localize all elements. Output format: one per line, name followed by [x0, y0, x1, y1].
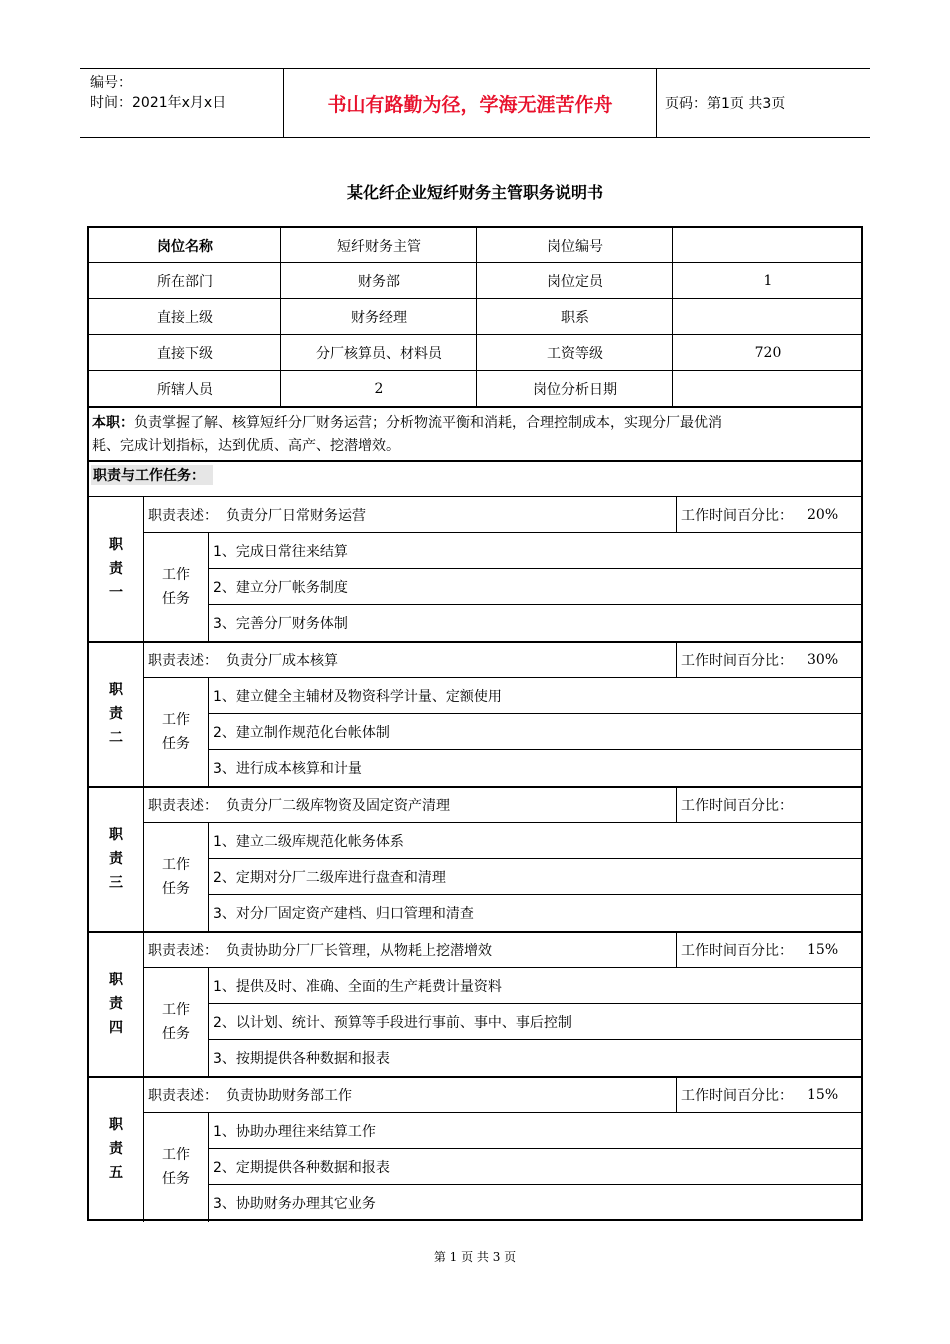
- responsibility-index: 职 责 三: [109, 827, 123, 891]
- duty-text-line1: 负责掌握了解、核算短纤分厂财务运营；分析物流平衡和消耗，合理控制成本，实现分厂最优消: [134, 415, 722, 431]
- task-item: 3、按期提供各种数据和报表: [213, 1051, 390, 1067]
- task-label: 工作 任务: [162, 857, 190, 897]
- task-label: 工作 任务: [162, 567, 190, 607]
- value-department: 财务部: [358, 274, 400, 290]
- time-percentage: 工作时间百分比： 20%: [681, 507, 839, 524]
- responsibility-index: 职 责 一: [109, 537, 123, 601]
- task-item: 2、以计划、统计、预算等手段进行事前、事中、事后控制: [213, 1015, 572, 1031]
- label-headcount: 岗位定员: [547, 274, 603, 290]
- task-label: 工作 任务: [162, 1002, 190, 1042]
- task-item: 1、建立二级库规范化帐务体系: [213, 834, 404, 850]
- responsibility-description: 职责表述： 负责协助分厂厂长管理，从物耗上挖潜增效: [148, 943, 492, 959]
- duty-label: 本职：: [92, 415, 134, 431]
- responsibility-description: 职责表述： 负责协助财务部工作: [148, 1088, 352, 1104]
- task-label: 工作 任务: [162, 1147, 190, 1187]
- value-job-family: [673, 299, 863, 335]
- document-title: 某化纤企业短纤财务主管职务说明书: [346, 183, 603, 202]
- responsibility-index: 职 责 四: [109, 972, 123, 1036]
- value-headcount: 1: [763, 273, 773, 289]
- task-item: 2、建立制作规范化台帐体制: [213, 725, 390, 741]
- number-label: 编号：: [90, 75, 132, 91]
- task-item: 3、进行成本核算和计量: [213, 761, 362, 777]
- value-subordinates: 分厂核算员、材料员: [316, 346, 442, 362]
- task-item: 3、协助财务办理其它业务: [213, 1196, 376, 1212]
- task-item: 2、建立分厂帐务制度: [213, 580, 348, 596]
- duty-text-line2: 耗、完成计划指标，达到优质、高产、挖潜增效。: [92, 438, 400, 454]
- label-subordinates: 直接下级: [157, 346, 213, 362]
- time-percentage: 工作时间百分比： 15%: [681, 1087, 839, 1104]
- task-label: 工作 任务: [162, 712, 190, 752]
- responsibility-description: 职责表述： 负责分厂二级库物资及固定资产清理: [148, 798, 450, 814]
- responsibility-description: 职责表述： 负责分厂日常财务运营: [148, 508, 366, 524]
- task-item: 1、完成日常往来结算: [213, 544, 348, 560]
- time-percentage: 工作时间百分比：: [681, 798, 793, 814]
- value-staff-count: 2: [374, 381, 384, 397]
- label-position-code: 岗位编号: [547, 238, 603, 255]
- label-position-name: 岗位名称: [157, 238, 213, 255]
- label-job-family: 职系: [561, 310, 589, 326]
- time-percentage: 工作时间百分比： 15%: [681, 942, 839, 959]
- header-motto: 书山有路勤为径，学海无涯苦作舟: [283, 69, 657, 137]
- responsibility-index: 职 责 五: [109, 1117, 123, 1181]
- label-salary-grade: 工资等级: [547, 346, 603, 362]
- value-salary-grade: 720: [754, 345, 782, 361]
- duty-summary: [92, 412, 860, 458]
- task-item: 1、协助办理往来结算工作: [213, 1124, 376, 1140]
- responsibility-index: 职 责 二: [109, 682, 123, 746]
- value-position-code: [673, 228, 863, 263]
- task-item: 3、对分厂固定资产建档、归口管理和清查: [213, 906, 474, 922]
- task-item: 1、提供及时、准确、全面的生产耗费计量资料: [213, 979, 502, 995]
- value-position-name: 短纤财务主管: [337, 238, 421, 255]
- label-supervisor: 直接上级: [157, 310, 213, 326]
- task-item: 3、完善分厂财务体制: [213, 616, 348, 632]
- responsibility-description: 职责表述： 负责分厂成本核算: [148, 653, 338, 669]
- task-item: 1、建立健全主辅材及物资科学计量、定额使用: [213, 689, 502, 705]
- label-analysis-date: 岗位分析日期: [533, 382, 617, 398]
- value-analysis-date: [673, 371, 863, 407]
- header-meta: [90, 73, 226, 113]
- task-item: 2、定期对分厂二级库进行盘查和清理: [213, 870, 446, 886]
- time-label: 时间：2021年x月x日: [90, 95, 227, 111]
- value-supervisor: 财务经理: [351, 310, 407, 326]
- page-indicator: 页码：第1页 共3页: [665, 96, 786, 112]
- page-header: [80, 68, 870, 138]
- page-footer: 第 1 页 共 3 页: [433, 1250, 517, 1264]
- label-department: 所在部门: [157, 274, 213, 290]
- task-item: 2、定期提供各种数据和报表: [213, 1160, 390, 1176]
- job-description-table: [87, 226, 863, 1221]
- label-staff-count: 所辖人员: [157, 382, 213, 398]
- responsibilities-header: 职责与工作任务：: [91, 464, 213, 486]
- time-percentage: 工作时间百分比： 30%: [681, 652, 839, 669]
